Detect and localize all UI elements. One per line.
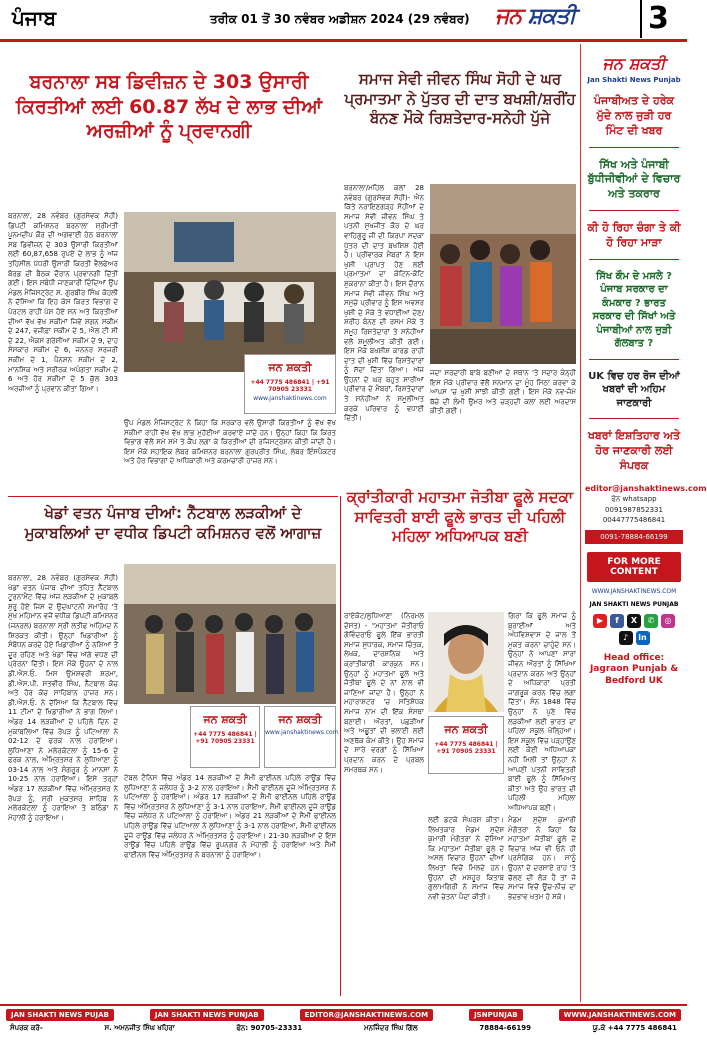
facebook-icon[interactable]: f bbox=[610, 614, 624, 628]
article1-body: ਬਰਨਾਲਾ, 28 ਨਵੰਬਰ (ਗੁਰਸੇਵਕ ਸੋਹੀ) ਡਿਪਟੀ ਕਮਿਸ਼ਨਰ ਬਰਨਾਲਾ ਸ਼੍ਰੀਮਤੀ ਪੂਨਮਦੀਪ ਕੌਰ ਦੀ ਅਗਵਾਈ ਹੇਠ ਬਰਨਾਲਾ ਸਬ ਡਿਵੀਜ਼ਨ ਦੇ 303 ਉਸਾਰੀ ਕਿਰਤੀਆਂ ਲਈ 60,87,658 ਰੁਪਏ ਦੇ ਲਾਭ ਨੂੰ ਅੱਜ ਤਹਿਸੀਲ ਪੱਧਰੀ ਉਸਾਰੀ ਕਿਰਤੀ ਵੈਲਫੇਅਰ ਬੋਰਡ ਦੀ ਬੈਠਕ ਦੌਰਾਨ ਪ੍ਰਵਾਨਗੀ ਦਿੱਤੀ ਗਈ। ਇਸ ਸਬੰਧੀ ਜਾਣਕਾਰੀ ਦਿੰਦਿਆਂ ਉਪ ਮੰਡਲ ਮੈਜਿਸਟ੍ਰੇਟ ਸ. ਗੁਰਬੀਰ ਸਿੰਘ ਕੋਹਲੀ ਨੇ ਦੱਸਿਆ ਕਿ ਇਹ ਕੇਸ ਕਿਰਤ ਵਿਭਾਗ ਦੇ ਪੋਰਟਲ ਰਾਹੀਂ ਪੇਸ਼ ਹੋਏ ਸਨ ਅਤੇ ਕਿਰਤੀਆਂ ਦੀਆਂ ਵੱਖ ਵੱਖ ਸਕੀਮਾਂ ਜਿਵੇਂ ਸ਼ਗਨ ਸਕੀਮ ਦੇ 247, ਵਜ਼ੀਫ਼ਾ ਸਕੀਮ ਦੇ 5, ਐਲ ਟੀ ਸੀ ਦੇ 22, ਐਕਸ ਗਰੇਸ਼ੀਆ ਸਕੀਮ ਦੇ 9, ਦਾਹ ਸੰਸਕਾਰ ਸਕੀਮ ਦੇ 6, ਜਨਨਰ ਸਰਜਰੀ ਸਕੀਮ ਦੇ 1, ਪੈਨਸ਼ਨ ਸਕੀਮ ਦੇ 2, ਮਾਨਸਿਕ ਅਤੇ ਸਰੀਰਕ ਅਪੰਗਤਾ ਸਕੀਮ ਦੇ 6 ਅਤੇ ਹੋਰ ਸਕੀਮਾਂ ਦੇ 5 ਕੁੱਲ 303 ਅਰਜ਼ੀਆਂ ਨੂੰ ਪ੍ਰਵਾਨ ਕੀਤਾ ਗਿਆ। bbox=[8, 212, 118, 393]
footer-contact-row bbox=[0, 1021, 687, 1033]
footer-instagram-link[interactable]: JSNPUNJAB bbox=[469, 1009, 523, 1021]
ad-phone: +44 7775 486841 | +91 70905 23331 bbox=[193, 731, 257, 745]
ad-phone: +44 7775 486841 | +91 70905 23331 bbox=[434, 741, 498, 755]
article4-headline: ਕ੍ਰਾਂਤੀਕਾਰੀ ਮਹਾਤਮਾ ਜੋਤੀਬਾ ਫੂਲੇ ਸਦਕਾ ਸਾਵਿਤਰੀ ਬਾਈ ਫੂਲੇ ਭਾਰਤ ਦੀ ਪਹਿਲੀ ਮਹਿਲਾ ਅਧਿਆਪਕ ਬਣੀ bbox=[346, 488, 574, 545]
footer-youtube-link[interactable]: JAN SHAKTI NEWS PUJAB bbox=[6, 1009, 114, 1021]
sidebar-website[interactable]: WWW.JANSHAKTINEWS.COM bbox=[591, 587, 677, 595]
article4-body-lower-right: ਮੈਡਮ ਸੁਦੇਸ਼ ਕੁਮਾਰੀ ਮੰਗੋਤਰਾ ਨੇ ਕਿਹਾ ਕਿ ਮਹਾਤਮਾ ਜੋਤੀਬਾ ਫੂਲੇ ਦੇ ਵਿਚਾਰ ਅੱਜ ਵੀ ਓਨੇ ਹੀ ਪ੍ਰਸੰਗਿਕ ਹਨ। ਸਾਨੂੰ ਉਹਨਾਂ ਦੇ ਦਰਸਾਏ ਰਾਹ 'ਤੇ ਚੱਲਣ ਦੀ ਲੋੜ ਹੈ ਤਾਂ ਜੋ ਸਮਾਜ ਵਿਚੋਂ ਊਚ-ਨੀਚ ਦਾ ਭੇਦਭਾਵ ਖਤਮ ਹੋ ਸਕੇ। bbox=[508, 816, 576, 901]
sidebar-divider bbox=[589, 147, 679, 148]
footer-facebook-link[interactable]: JAN SHAKTI NEWS PUNJAB bbox=[150, 1009, 264, 1021]
footer-contact-uk: ਯੂ.ਕੇ +44 7775 486841 bbox=[592, 1024, 677, 1032]
x-icon[interactable]: X bbox=[627, 614, 641, 628]
article3-body-continued: ਟੇਬਲ ਟੈਨਿਸ ਵਿੱਚ ਅੰਡਰ 14 ਲੜਕੀਆਂ ਦੇ ਸੈਮੀ ਫਾਈਨਲ ਪਹਿਲੇ ਰਾਊਂਡ ਵਿੱਚ ਲੁਧਿਆਣਾ ਨੇ ਜਲੰਧਰ ਨੂੰ 3-2 ਨਾਲ ਹਰਾਇਆ। ਸੈਮੀ ਫਾਈਨਲ ਦੂਜੇ ਅੰਮ੍ਰਿਤਸਰ ਨੇ ਪਟਿਆਲਾ ਨੂੰ ਹਰਾਇਆ। ਅੰਡਰ 17 ਲੜਕੀਆਂ ਦੇ ਸੈਮੀ ਫਾਈਨਲ ਪਹਿਲੇ ਰਾਊਂਡ ਵਿੱਚ ਅੰਮ੍ਰਿਤਸਰ ਨੇ ਲੁਧਿਆਣਾ ਨੂੰ 3-1 ਨਾਲ ਹਰਾਇਆ, ਸੈਮੀ ਫਾਈਨਲ ਦੂਜੇ ਰਾਊਂਡ ਵਿੱਚ ਜਲੰਧਰ ਨੇ ਪਟਿਆਲਾ ਨੂੰ ਹਰਾਇਆ। ਅੰਡਰ 21 ਲੜਕੀਆਂ ਦੇ ਸੈਮੀ ਫਾਈਨਲ ਪਹਿਲੇ ਰਾਊਂਡ ਵਿੱਚ ਪਟਿਆਲਾ ਨੇ ਲੁਧਿਆਣਾ ਨੂੰ 3-1 ਨਾਲ ਹਰਾਇਆ, ਸੈਮੀ ਫਾਈਨਲ ਦੂਜੇ ਰਾਊਂਡ ਵਿੱਚ ਜਲੰਧਰ ਨੇ ਅੰਮ੍ਰਿਤਸਰ ਨੂੰ ਹਰਾਇਆ। 21-30 ਲੜਕੀਆਂ ਦੇ ਇਸ ਰਾਊਂਡ ਵਿੱਚ ਪਹਿਲੇ ਰਾਊਂਡ ਵਿੱਚ ਰੂਪਨਗਰ ਨੇ ਮੋਹਾਲੀ ਨੂੰ ਹਰਾਇਆ ਅਤੇ ਸੈਮੀ ਫਾਈਨਲ ਵਿੱਚ ਅੰਮ੍ਰਿਤਸਰ ਨੇ ਬਰਨਾਲਾ ਨੂੰ ਹਰਾਇਆ। bbox=[124, 774, 336, 859]
footer-contact-phone-2: 78884-66199 bbox=[479, 1024, 531, 1032]
article4-body: ਰਾਏਕੋਟ/ਲੁਧਿਆਣਾ (ਨਿਰਮਲ ਦੋਸਤ) - "ਮਹਾਤਮਾ ਜੋਤੀਰਾਓ ਗੋਵਿੰਦਰਾਓ ਫੂਲੇ ਇੱਕ ਭਾਰਤੀ ਸਮਾਜ ਸੁਧਾਰਕ, ਸਮਾਜ ਚਿੰਤਕ, ਲੇਖਕ, ਦਾਰਸ਼ਨਿਕ ਅਤੇ ਕ੍ਰਾਂਤੀਕਾਰੀ ਕਾਰਕੁਨ ਸਨ। ਉਨ੍ਹਾਂ ਨੂੰ ਮਹਾਤਮਾ ਫੂਲੇ ਅਤੇ ਜੋਤੀਬਾ ਫੂਲੇ ਦੇ ਨਾਂ ਨਾਲ ਵੀ ਜਾਣਿਆ ਜਾਂਦਾ ਹੈ। ਉਨ੍ਹਾਂ ਨੇ ਮਹਾਰਾਸ਼ਟਰ 'ਚ ਸਤਿਸ਼ੋਧਕ ਸਮਾਜ ਨਾਮ ਦੀ ਇੱਕ ਸੰਸਥਾ ਬਣਾਈ। ਔਰਤਾਂ, ਪਛੜੀਆਂ ਅਤੇ ਅਛੂਤਾਂ ਦੀ ਭਲਾਈ ਲਈ ਅਣਥੱਕ ਕੰਮ ਕੀਤੇ। ਉਹ ਸਮਾਜ ਦੇ ਸਾਰੇ ਵਰਗਾਂ ਨੂੰ ਸਿੱਖਿਆ ਪ੍ਰਦਾਨ ਕਰਨ ਦੇ ਪ੍ਰਬਲ ਸਮਰਥਕ ਸਨ। bbox=[344, 612, 424, 774]
article1-photo bbox=[124, 212, 336, 372]
logo-part-b: ਸ਼ਕਤੀ bbox=[527, 4, 576, 29]
sidebar-email[interactable]: editor@janshaktinews.com bbox=[585, 483, 707, 493]
sidebar-block-2: ਸਿੱਖ ਅਤੇ ਪੰਜਾਬੀ ਬੁੱਧੀਜੀਵੀਆਂ ਦੇ ਵਿਚਾਰ ਅਤੇ ਤਕਰਾਰ bbox=[587, 157, 681, 201]
article2-body-continued: ਜਦਾ ਸਰਦਾਰੀ ਬਾਬੇ ਬਣੀਆਂ ਦੇ ਸਥਾਨ 'ਤੇ ਸਦਾਰ ਕੰਨ੍ਹੀ ਇਸ ਮੌਕੇ ਪ੍ਰੀਵਾਰ ਵੱਲੋਂ ਸਨਮਾਨ ਦਾ ਮੂੰਹ ਮਿੱਠਾ ਕਰਵਾ ਕੇ ਆਪਸ 'ਚ ਖੁਸ਼ੀ ਸਾਂਝੀ ਕੀਤੀ ਗਈ। ਇਸ ਮੌਕੇ ਨਵ-ਜੰਮੇ ਬੱਚੇ ਦੀ ਲੰਮੀ ਉਮਰ ਅਤੇ ਚੜ੍ਹਦੀ ਕਲਾ ਲਈ ਅਰਦਾਸ ਕੀਤੀ ਗਈ। bbox=[430, 369, 576, 416]
more-content-button[interactable]: FOR MORE CONTENT bbox=[587, 552, 681, 582]
ad-logo: ਜਨ ਸ਼ਕਤੀ bbox=[444, 723, 488, 736]
article2-photo bbox=[430, 184, 576, 364]
youtube-icon[interactable]: ▶ bbox=[593, 614, 607, 628]
instagram-icon[interactable]: ◎ bbox=[661, 614, 675, 628]
ad-logo: ਜਨ ਸ਼ਕਤੀ bbox=[278, 713, 322, 726]
sidebar-social-label: JAN SHAKTI NEWS PUNJAB bbox=[589, 600, 679, 608]
sidebar-phone: 0091-78884-66199 bbox=[585, 530, 683, 544]
article4-portrait bbox=[428, 612, 504, 712]
main-content bbox=[0, 44, 578, 1002]
sidebar-tagline: Jan Shakti News Punjab bbox=[587, 76, 681, 84]
sports-event-photo-icon bbox=[124, 564, 336, 704]
sidebar-whatsapp-1: 0091987852331 bbox=[605, 505, 663, 514]
sidebar-divider bbox=[589, 210, 679, 211]
footer-email-link[interactable]: EDITOR@JANSHAKTINEWS.COM bbox=[300, 1009, 433, 1021]
whatsapp-icon[interactable]: ✆ bbox=[644, 614, 658, 628]
masthead-logo bbox=[495, 4, 575, 29]
sidebar bbox=[580, 44, 707, 1002]
edition-date: ਤਰੀਕ 01 ਤੋਂ 30 ਨਵੰਬਰ ਅਡੀਸ਼ਨ 2024 (29 ਨਵੰਬਰ) bbox=[210, 12, 470, 26]
tiktok-icon[interactable]: ♪ bbox=[619, 631, 633, 645]
article1-body-continued: ਉਪ ਮੰਡਲ ਮੈਜਿਸਟ੍ਰੇਟ ਨੇ ਕਿਹਾ ਕਿ ਸਰਕਾਰ ਵਲੋਂ ਉਸਾਰੀ ਕਿਰਤੀਆਂ ਨੂੰ ਵੱਖ ਵੱਖ ਸਕੀਮਾਂ ਰਾਹੀਂ ਵੱਖ ਵੱਖ ਲਾਭ ਮੁਹੱਈਆ ਕਰਵਾਏ ਜਾਂਦੇ ਹਨ। ਉਨ੍ਹਾਂ ਕਿਹਾ ਕਿ ਕਿਰਤ ਵਿਭਾਗ ਵੱਲੋਂ ਸਮੇਂ ਸਮੇਂ ਤੇ ਕੈਂਪ ਲਗਾ ਕੇ ਕਿਰਤੀਆਂ ਦੀ ਰਜਿਸਟ੍ਰੇਸ਼ਨ ਕੀਤੀ ਜਾਂਦੀ ਹੈ। ਇਸ ਮੌਕੇ ਸਹਾਇਕ ਲੇਬਰ ਕਮਿਸ਼ਨਰ ਬਰਨਾਲਾ ਗੁਰਪ੍ਰੀਤ ਸਿੰਘ, ਲੇਬਰ ਇੰਸਪੈਕਟਰ ਅਤੇ ਹੋਰ ਵਿਭਾਗਾਂ ਦੇ ਅਧਿਕਾਰੀ ਅਤੇ ਕਰਮਚਾਰੀ ਹਾਜ਼ਰ ਸਨ। bbox=[124, 419, 336, 466]
sidebar-office: Head office: Jagraon Punjab & Bedford UK bbox=[589, 652, 679, 687]
footer-website-link[interactable]: WWW.JANSHAKTINEWS.COM bbox=[559, 1009, 681, 1021]
page-number: 3 bbox=[640, 0, 669, 38]
article3-photo bbox=[124, 564, 336, 704]
article3-ad-right bbox=[264, 706, 339, 768]
sidebar-divider bbox=[589, 359, 679, 360]
article3-headline: ਖੇਡਾਂ ਵਤਨ ਪੰਜਾਬ ਦੀਆਂ: ਨੈੱਟਬਾਲ ਲੜਕੀਆਂ ਦੇ ਮੁਕਾਬਲਿਆਂ ਦਾ ਵਧੀਕ ਡਿਪਟੀ ਕਮਿਸ਼ਨਰ ਵਲੋਂ ਆਗਾਜ਼ bbox=[24, 504, 322, 542]
logo-part-a: ਜਨ bbox=[495, 4, 522, 29]
sidebar-block-1: ਪੰਜਾਬੀਅਤ ਦੇ ਹਰੇਕ ਮੁੱਦੇ ਨਾਲ ਜੁੜੀ ਹਰ ਮਿੰਟ ਦੀ ਖਬਰ bbox=[593, 94, 675, 137]
article3-ad bbox=[190, 706, 260, 768]
article4-ad bbox=[428, 716, 504, 774]
sidebar-block-5: UK ਵਿਚ ਹਰ ਰੋਜ ਦੀਆਂ ਖਬਰਾਂ ਦੀ ਅਹਿਮ ਜਾਣਕਾਰੀ bbox=[588, 370, 680, 409]
article2-body: ਬਰਨਾਲਾ/ਮਹਿਲ ਕਲਾਂ 28 ਨਵੰਬਰ (ਗੁਰਸੇਵਕ ਸੋਹੀ)- ਐਨ ਕਿੱਤੇ ਨਰਾਇਣਗੜ੍ਹ ਸੋਹੀਆਂ ਦੇ ਸਮਾਜ ਸੇਵੀ ਜੀਵਨ ਸਿੰਘ ਤੇ ਪਤਨੀ ਸੁਖਜੀਤ ਕੌਰ ਦੇ ਘਰ ਵਾਹਿਗੁਰੂ ਜੀ ਦੀ ਕਿਰਪਾ ਸਦਕਾ ਪੁੱਤਰ ਦੀ ਦਾਤ ਬਖਸ਼ਿਸ਼ ਹੋਈ ਹੈ। ਪ੍ਰੀਵਾਰਕ ਮੈਂਬਰਾਂ ਨੇ ਇਸ ਖੁਸ਼ੀ ਪ੍ਰਾਪਤ ਹੋਣ ਲਈ ਪ੍ਰਮਾਤਮਾ ਦਾ ਕੋਟਿਨ-ਕੋਟਿ ਸ਼ੁਕਰਾਨਾ ਕੀਤਾ ਹੈ। ਇਸ ਦੌਰਾਨ ਸਮਾਜ ਸੇਵੀ ਜੀਵਨ ਸਿੰਘ ਅਤੇ ਸਮੁੱਚੇ ਪ੍ਰੀਵਾਰ ਨੂੰ ਇਸ ਅਵਸਰ ਖੁਸ਼ੀ ਦੇ ਮੌਕੇ ਤੇ ਵਧਾਈਆਂ ਦੇਣ/ਸ਼ਰੀਂਹ ਬੰਨਣ ਦੀ ਰਸਮ ਮੌਕੇ ਤੇ ਸਮੂਹ ਰਿਸ਼ਤੇਦਾਰਾਂ ਤੇ ਸਨੇਹੀਆਂ ਵਲੋਂ ਸ਼ਮੂਲੀਅਤ ਕੀਤੀ ਗਈ। ਇਸ ਮੌਕੇ ਬਖਸ਼ੀਸ਼ ਕਾਰਡ ਰਾਹੀਂ ਦਾਤ ਦੀ ਖੁਸ਼ੀ ਵਿੱਚ ਰਿਸ਼ਤੇਦਾਰਾਂ ਨੂੰ ਸੱਦਾ ਦਿੱਤਾ ਗਿਆ। ਅੱਜ ਉਹਨਾਂ ਦੇ ਘਰ ਬਹੁਤ ਸਾਰੀਆਂ ਪ੍ਰੀਵਾਰ ਦੇ ਮੈਂਬਰਾਂ, ਰਿਸ਼ਤੇਦਾਰਾਂ ਤੇ ਸਨੇਹੀਆਂ ਨੇ ਸਮੂਲੀਅਤ ਕਰਕੇ ਪਰਿਵਾਰ ਨੂੰ ਵਧਾਈ ਦਿੱਤੀ। bbox=[344, 184, 424, 423]
footer-social-row bbox=[0, 1006, 687, 1021]
article4-body-right: ਗਿਰਾ ਕਿ ਫੂਲੇ ਸਮਾਜ ਨੂੰ ਬੁਰਾਈਆਂ ਅਤੇ ਅੰਧਵਿਸ਼ਵਾਸ ਦੇ ਜਾਲ ਤੋਂ ਮੁਕਤ ਕਰਨਾ ਚਾਹੁੰਦੇ ਸਨ। ਉਨ੍ਹਾਂ ਨੇ ਆਪਣਾ ਸਾਰਾ ਜੀਵਨ ਔਰਤਾਂ ਨੂੰ ਸਿੱਖਿਆ ਪ੍ਰਦਾਨ ਕਰਨ ਅਤੇ ਉਨ੍ਹਾਂ ਦੇ ਅਧਿਕਾਰਾਂ ਪ੍ਰਤੀ ਜਾਗਰੂਕ ਕਰਨ ਵਿੱਚ ਲਗਾ ਦਿੱਤਾ। ਸੰਨ 1848 ਵਿੱਚ ਉਨ੍ਹਾਂ ਨੇ ਪੁਣੇ ਵਿੱਚ ਲੜਕੀਆਂ ਲਈ ਭਾਰਤ ਦਾ ਪਹਿਲਾ ਸਕੂਲ ਖੋਲ੍ਹਿਆ। ਇਸ ਸਕੂਲ ਵਿੱਚ ਪੜ੍ਹਾਉਣ ਲਈ ਕੋਈ ਅਧਿਆਪਕਾ ਨਹੀਂ ਮਿਲੀ ਤਾਂ ਉਨ੍ਹਾਂ ਨੇ ਆਪਣੀ ਪਤਨੀ ਸਾਵਿਤਰੀ ਬਾਈ ਫੂਲੇ ਨੂੰ ਸਿੱਖਿਅਤ ਕੀਤਾ ਅਤੇ ਉਹ ਭਾਰਤ ਦੀ ਪਹਿਲੀ ਮਹਿਲਾ ਅਧਿਆਪਕ ਬਣੀ। bbox=[508, 612, 576, 812]
family-photo-icon bbox=[430, 184, 576, 364]
sidebar-whatsapp-2: 00447775486841 bbox=[602, 515, 666, 524]
social-icons bbox=[585, 614, 683, 645]
ad-website: www.janshaktinews.com bbox=[253, 395, 327, 402]
sidebar-divider bbox=[589, 259, 679, 260]
section-title: ਪੰਜਾਬ bbox=[12, 6, 57, 30]
ad-website: www.janshaktinews.com bbox=[265, 729, 339, 736]
article4-body-lower: ਲਈ ਡਟਕੇ ਸੰਘਰਸ਼ ਕੀਤਾ। ਲਿਖਤਕਾਰ ਮੈਡਮ ਸੁਦੇਸ਼ ਕੁਮਾਰੀ ਮੰਗੋਤਰਾ ਨੇ ਦੱਸਿਆ ਕਿ ਮਹਾਤਮਾ ਜੋਤੀਬਾ ਫੂਲੇ ਦੇ ਅਸਲ ਵਿਚਾਰ ਉਹਨਾਂ ਦੀਆਂ ਲਿਖਤਾਂ ਵਿਚੋਂ ਮਿਲਦੇ ਹਨ। ਉਹਨਾਂ ਦੀ ਮਸ਼ਹੂਰ ਕਿਤਾਬ ਗੁਲਾਮਗਿਰੀ ਨੇ ਸਮਾਜ ਵਿੱਚ ਨਵੀਂ ਚੇਤਨਾ ਪੈਦਾ ਕੀਤੀ। bbox=[428, 816, 504, 901]
column-divider bbox=[340, 496, 341, 996]
footer-contact-phone-1: ਫੋਨ: 90705-23331 bbox=[236, 1024, 303, 1032]
linkedin-icon[interactable]: in bbox=[636, 631, 650, 645]
footer-contact-label: ਸੰਪਰਕ ਕਰੋ- bbox=[10, 1024, 43, 1032]
sidebar-block-3: ਕੀ ਹੋ ਰਿਹਾ ਚੰਗਾ ਤੇ ਕੀ ਹੋ ਰਿਹਾ ਮਾੜਾ bbox=[587, 221, 681, 249]
ad-logo: ਜਨ ਸ਼ਕਤੀ bbox=[203, 713, 247, 726]
footer-contact-name-1: ਸ. ਅਮਨਜੀਤ ਸਿੰਘ ਖਹਿਰਾ bbox=[104, 1024, 175, 1032]
article3-body: ਬਰਨਾਲਾ, 28 ਨਵੰਬਰ (ਗੁਰਸੇਵਕ ਸੋਹੀ) ਖੇਡਾਂ ਵਤਨ ਪੰਜਾਬ ਦੀਆਂ ਤਹਿਤ ਨੈੱਟਬਾਲ ਟੂਰਨਾਮੈਂਟ ਵਿੱਚ ਅੱਜ ਲੜਕੀਆਂ ਦੇ ਮੁਕਾਬਲੇ ਸ਼ੁਰੂ ਹੋਏ ਜਿਸ ਦੇ ਉਦਘਾਟਨੀ ਸਮਾਰੋਹ 'ਤੇ ਮੁੱਖ ਮਹਿਮਾਨ ਵਜੋਂ ਵਧੀਕ ਡਿਪਟੀ ਕਮਿਸ਼ਨਰ (ਜਨਰਲ) ਬਰਨਾਲਾ ਸ੍ਰੀ ਲਤੀਫ ਅਹਿਮਦ ਨੇ ਸ਼ਿਰਕਤ ਕੀਤੀ। ਉਨ੍ਹਾਂ ਖਿਡਾਰੀਆਂ ਨੂੰ ਸੰਬੋਧਨ ਕਰਦੇ ਹੋਏ ਖਿਡਾਰੀਆਂ ਨੂੰ ਨਸ਼ਿਆਂ ਤੋਂ ਦੂਰ ਰਹਿਣ ਅਤੇ ਖੇਡਾਂ ਵਿੱਚ ਅੱਗੇ ਵਧਣ ਦੀ ਪ੍ਰੇਰਨਾ ਦਿੱਤੀ। ਇਸ ਮੌਕੇ ਉਹਨਾਂ ਦੇ ਨਾਲ ਡੀ.ਐਸ.ਓ. ਮਿਸ ਉਮੇਸ਼ਵਰੀ ਸ਼ਰਮਾ, ਡੀ.ਐਸ.ਪੀ. ਸਤਵੀਰ ਸਿੰਘ, ਨੈੱਟਬਾਲ ਕੋਚ ਅਤੇ ਹੋਰ ਕੋਚ ਸਾਹਿਬਾਨ ਹਾਜ਼ਰ ਸਨ। ਡੀ.ਐਸ.ਓ. ਨੇ ਦੱਸਿਆ ਕਿ ਨੈੱਟਬਾਲ ਵਿੱਚ 11 ਟੀਮਾਂ ਦੇ ਖਿਡਾਰੀਆਂ ਨੇ ਭਾਗ ਲਿਆ। ਅੰਡਰ 14 ਲੜਕੀਆਂ ਦੇ ਪਹਿਲੇ ਦਿਨ ਦੇ ਮੁਕਾਬਲਿਆਂ ਵਿੱਚ ਰੋਪੜ ਨੂੰ ਪਟਿਆਲਾ ਨੇ 02-12 ਦੇ ਫਰਕ ਨਾਲ ਹਰਾਇਆ। ਲੁਧਿਆਣਾ ਨੇ ਮਲੇਰਕੋਟਲਾ ਨੂੰ 15-6 ਦੇ ਫਰਕ ਨਾਲ, ਅੰਮ੍ਰਿਤਸਰ ਨੇ ਲੁਧਿਆਣਾ ਨੂੰ 03-14 ਨਾਲ ਅਤੇ ਸੰਗਰੂਰ ਨੂੰ ਮਾਨਸਾ ਨੇ 10-25 ਨਾਲ ਹਰਾਇਆ। ਇਸੇ ਤਰ੍ਹਾਂ ਅੰਡਰ 17 ਲੜਕੀਆਂ ਵਿੱਚ ਅੰਮ੍ਰਿਤਸਰ ਨੇ ਰੋਪੜ ਨੂੰ, ਸ੍ਰੀ ਮੁਕਤਸਰ ਸਾਹਿਬ ਨੇ ਮਲੇਰਕੋਟਲਾ ਨੂੰ ਹਰਾਇਆ ਤੇ ਬਠਿੰਡਾ ਨੇ ਮੋਹਾਲੀ ਨੂੰ ਹਰਾਇਆ। bbox=[8, 574, 118, 822]
meeting-photo-icon bbox=[124, 212, 336, 372]
portrait-photo-icon bbox=[428, 612, 504, 712]
ad-phone: +44 7775 486841 | +91 70905 23331 bbox=[250, 379, 330, 393]
sidebar-whatsapp-label: ਫੋਨ whatsapp bbox=[611, 494, 657, 503]
section-divider bbox=[8, 496, 338, 497]
sidebar-logo: ਜਨ ਸ਼ਕਤੀ bbox=[602, 54, 666, 73]
page-header bbox=[0, 0, 687, 42]
article1-headline: ਬਰਨਾਲਾ ਸਬ ਡਿਵੀਜ਼ਨ ਦੇ 303 ਉਸਾਰੀ ਕਿਰਤੀਆਂ ਲਈ 60.87 ਲੱਖ ਦੇ ਲਾਭ ਦੀਆਂ ਅਰਜ਼ੀਆਂ ਨੂੰ ਪ੍ਰਵਾਨਗੀ bbox=[15, 71, 323, 143]
sidebar-block-6: ਖਬਰਾਂ ਇਸ਼ਤਿਹਾਰ ਅਤੇ ਹੋਰ ਜਾਣਕਾਰੀ ਲਈ ਸੰਪਰਕ bbox=[587, 429, 681, 472]
ad-logo: ਜਨ ਸ਼ਕਤੀ bbox=[268, 361, 312, 374]
article1-ad bbox=[244, 354, 336, 414]
sidebar-divider bbox=[589, 418, 679, 419]
sidebar-block-4: ਸਿੱਖ ਕੌਮ ਦੇ ਮਸਲੇ ? ਪੰਜਾਬ ਸਰਕਾਰ ਦਾ ਕੰਮਕਾਰ ? ਭਾਰਤ ਸਰਕਾਰ ਦੀ ਸਿੱਖਾਂ ਅਤੇ ਪੰਜਾਬੀਆਂ ਨਾਲ ਜੁੜੀ ਗੱਲਬਾਤ ? bbox=[592, 270, 676, 350]
page-footer bbox=[0, 1004, 687, 1043]
footer-contact-name-2: ਮਨਜਿੰਦਰ ਸਿੰਘ ਗਿੱਲ bbox=[364, 1024, 418, 1032]
article2-headline: ਸਮਾਜ ਸੇਵੀ ਜੀਵਨ ਸਿੰਘ ਸੋਹੀ ਦੇ ਘਰ ਪ੍ਰਮਾਤਮਾ ਨੇ ਪੁੱਤਰ ਦੀ ਦਾਤ ਬਖਸ਼ੀ/ਸ਼ਰੀਂਹ ਬੰਨਣ ਮੌਕੇ ਰਿਸ਼ਤੇਦਾਰ-ਸਨੇਹੀ ਪੁੱਜੇ bbox=[344, 70, 576, 127]
